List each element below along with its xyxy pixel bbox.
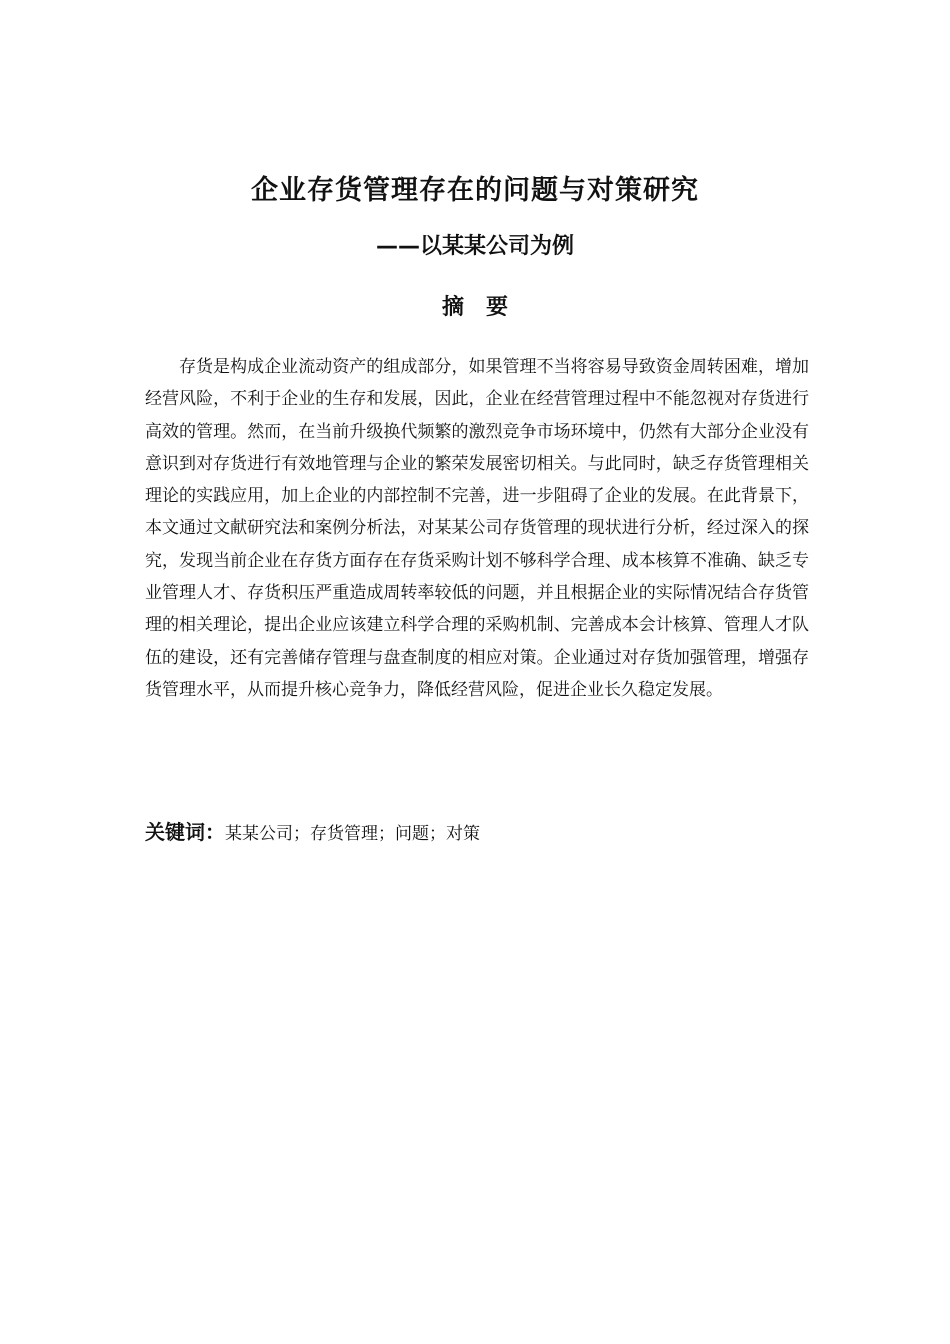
keywords-values: 某某公司；存货管理；问题；对策	[225, 824, 480, 844]
document-subtitle: ——以某某公司为例	[375, 234, 574, 259]
keywords-label: 关键词：	[145, 820, 225, 844]
keywords-line	[145, 816, 809, 850]
abstract-heading: 摘要	[441, 295, 530, 320]
document-title: 企业存货管理存在的问题与对策研究	[251, 175, 699, 206]
abstract-body: 存货是构成企业流动资产的组成部分，如果管理不当将容易导致资金周转困难，增加经营风险，不利于企业的生存和发展，因此，企业在经营管理过程中不能忽视对存货进行高效的管理。然而，在当前升级换代频繁的激烈竞争市场环境中，仍然有大部分企业没有意识到对存货进行有效地管理与企业的繁荣发展密切相关。与此同时，缺乏存货管理相关理论的实践应用，加上企业的内部控制不完善，进一步阻碍了企业的发展。在此背景下，本文通过文献研究法和案例分析法，对某某公司存货管理的现状进行分析，经过深入的探究，发现当前企业在存货方面存在存货采购计划不够科学合理、成本核算不准确、缺乏专业管理人才、存货积压严重造成周转率较低的问题，并且根据企业的实际情况结合存货管理的相关理论，提出企业应该建立科学合理的采购机制、完善成本会计核算、管理人才队伍的建设，还有完善储存管理与盘查制度的相应对策。企业通过对存货加强管理，增强存货管理水平，从而提升核心竞争力，降低经营风险，促进企业长久稳定发展。	[145, 357, 809, 700]
